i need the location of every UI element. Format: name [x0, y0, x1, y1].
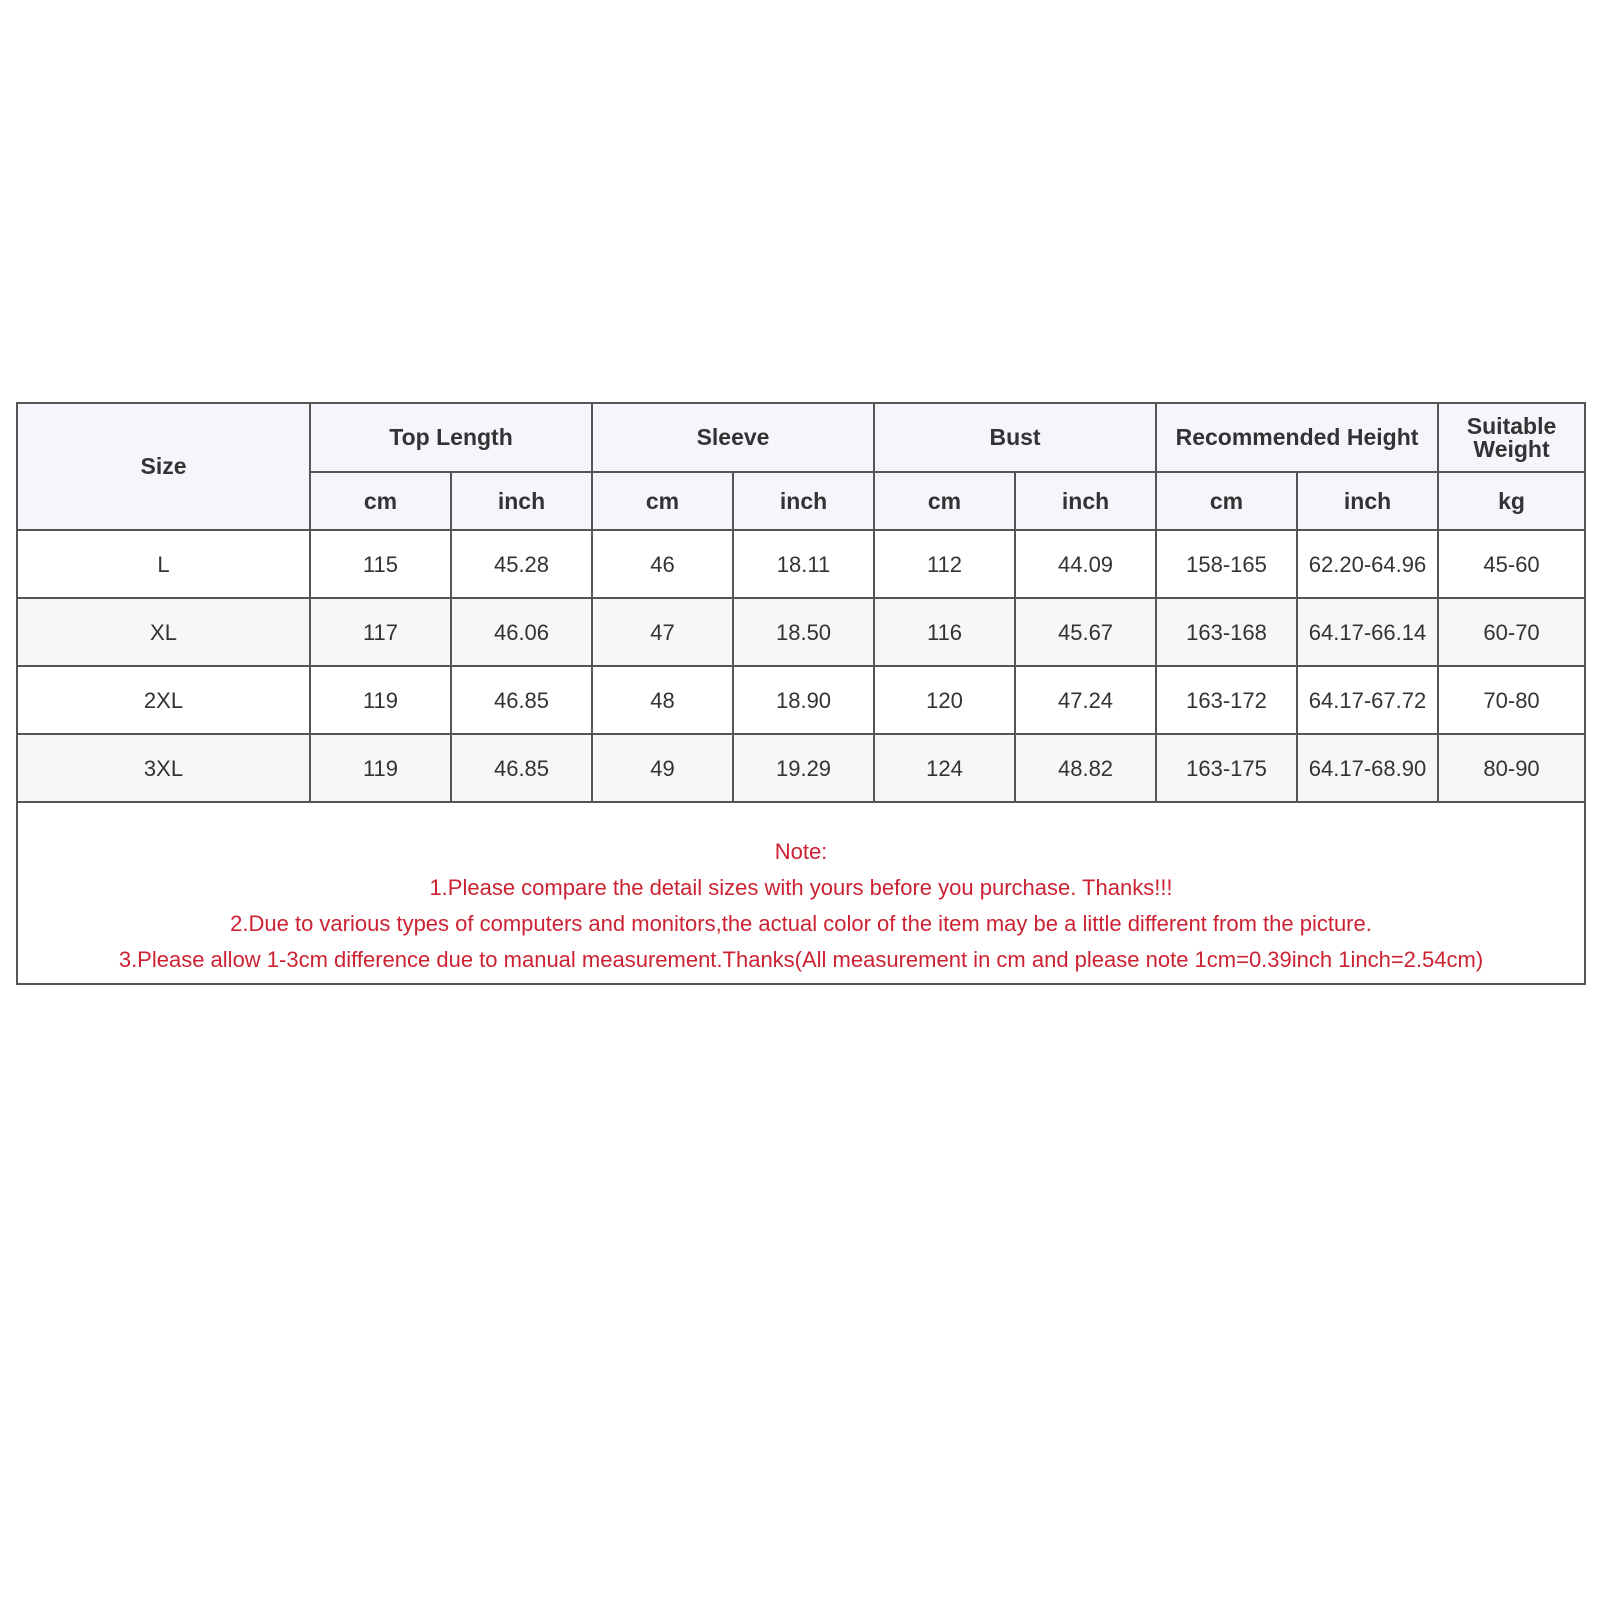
- table-cell: 19.29: [733, 734, 874, 802]
- unit-cell: kg: [1438, 472, 1584, 530]
- table-cell: 18.11: [733, 530, 874, 598]
- table-cell: 46.85: [451, 666, 592, 734]
- table-cell: 44.09: [1015, 530, 1156, 598]
- table-cell: 48: [592, 666, 733, 734]
- unit-cell: cm: [310, 472, 451, 530]
- size-chart: [16, 402, 1586, 985]
- table-cell: 45.28: [451, 530, 592, 598]
- note-line: 1.Please compare the detail sizes with yours before you purchase. Thanks!!!: [429, 875, 1173, 900]
- size-table: [18, 404, 1584, 803]
- table-cell: 64.17-67.72: [1297, 666, 1438, 734]
- table-cell: 46.06: [451, 598, 592, 666]
- table-cell: 62.20-64.96: [1297, 530, 1438, 598]
- table-cell: 115: [310, 530, 451, 598]
- table-cell: 64.17-68.90: [1297, 734, 1438, 802]
- table-row: [18, 734, 1584, 802]
- table-cell: 49: [592, 734, 733, 802]
- table-cell: 117: [310, 598, 451, 666]
- table-cell: 18.90: [733, 666, 874, 734]
- unit-cell: inch: [1015, 472, 1156, 530]
- unit-cell: cm: [592, 472, 733, 530]
- table-cell: 47.24: [1015, 666, 1156, 734]
- unit-cell: inch: [1297, 472, 1438, 530]
- table-row: [18, 598, 1584, 666]
- table-cell: 163-175: [1156, 734, 1297, 802]
- table-cell: 45-60: [1438, 530, 1584, 598]
- table-cell: 163-168: [1156, 598, 1297, 666]
- note-line: 2.Due to various types of computers and monitors,the actual color of the item may be a little different from the picture.: [230, 911, 1372, 936]
- notes-section: [18, 834, 1584, 978]
- sleeve-header: Sleeve: [592, 404, 874, 472]
- unit-cell: cm: [874, 472, 1015, 530]
- note-line: 3.Please allow 1-3cm difference due to manual measurement.Thanks(All measurement in cm and please note 1cm=0.39inch 1inch=2.54cm): [118, 947, 1484, 972]
- size-cell: L: [18, 530, 310, 598]
- unit-cell: inch: [733, 472, 874, 530]
- table-cell: 116: [874, 598, 1015, 666]
- header-row: [18, 404, 1584, 472]
- size-cell: XL: [18, 598, 310, 666]
- table-cell: 163-172: [1156, 666, 1297, 734]
- bust-header: Bust: [874, 404, 1156, 472]
- table-cell: 64.17-66.14: [1297, 598, 1438, 666]
- table-cell: 47: [592, 598, 733, 666]
- table-cell: 70-80: [1438, 666, 1584, 734]
- table-cell: 46.85: [451, 734, 592, 802]
- table-cell: 18.50: [733, 598, 874, 666]
- unit-cell: cm: [1156, 472, 1297, 530]
- table-cell: 45.67: [1015, 598, 1156, 666]
- recommended-height-header: Recommended Height: [1156, 404, 1438, 472]
- table-cell: 120: [874, 666, 1015, 734]
- table-cell: 48.82: [1015, 734, 1156, 802]
- size-cell: 2XL: [18, 666, 310, 734]
- table-cell: 119: [310, 666, 451, 734]
- size-header: Size: [18, 404, 310, 530]
- suitable-weight-header: Suitable Weight: [1438, 404, 1584, 472]
- table-row: [18, 666, 1584, 734]
- table-cell: 112: [874, 530, 1015, 598]
- table-cell: 158-165: [1156, 530, 1297, 598]
- table-cell: 60-70: [1438, 598, 1584, 666]
- top-length-header: Top Length: [310, 404, 592, 472]
- table-cell: 124: [874, 734, 1015, 802]
- table-cell: 80-90: [1438, 734, 1584, 802]
- table-row: [18, 530, 1584, 598]
- table-cell: 119: [310, 734, 451, 802]
- table-cell: 46: [592, 530, 733, 598]
- unit-cell: inch: [451, 472, 592, 530]
- notes-title: Note:: [774, 839, 828, 864]
- size-cell: 3XL: [18, 734, 310, 802]
